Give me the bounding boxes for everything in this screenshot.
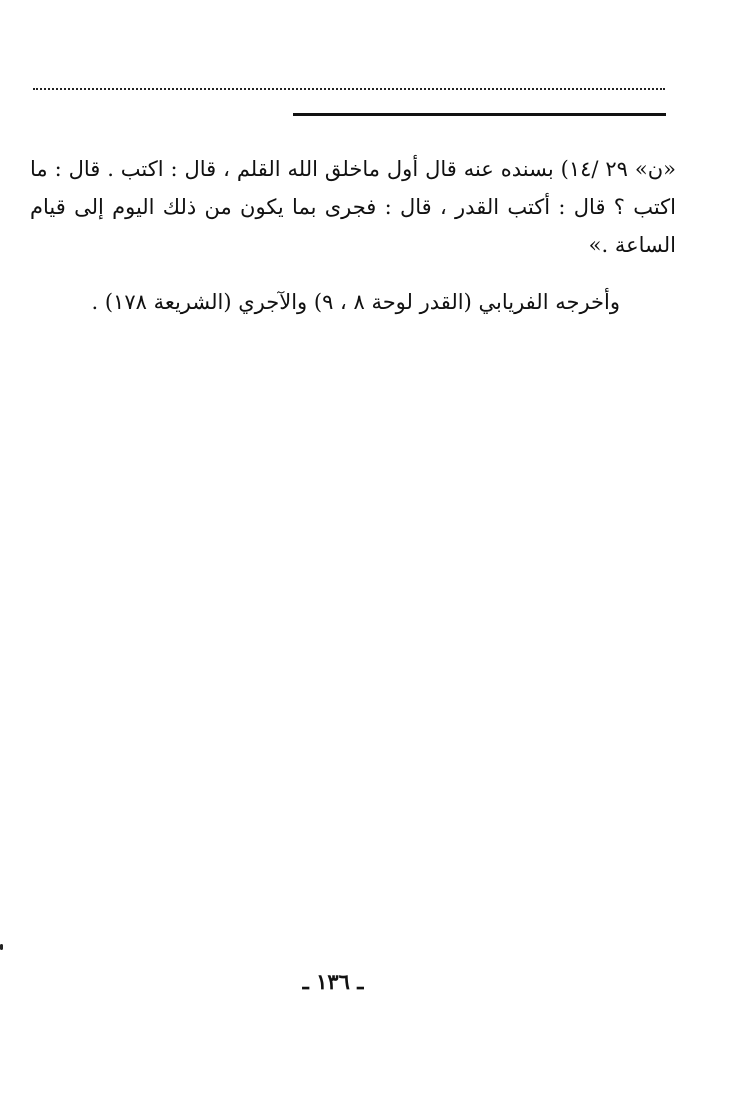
hadith-line-1: «ن» ٢٩ /١٤) بسنده عنه قال أول ماخلق الله القلم ، قال : اكتب . قال : ما (30, 157, 676, 181)
hadith-line-3: الساعة .» (588, 233, 676, 257)
hadith-line-2: اكتب ؟ قال : أكتب القدر ، قال : فجرى بما يكون من ذلك اليوم إلى قيام (30, 195, 676, 219)
solid-separator (293, 113, 666, 116)
scan-speck (0, 944, 3, 950)
dotted-separator (33, 88, 665, 90)
source-citation: وأخرجه الفريابي (القدر لوحة ٨ ، ٩) والآجري (الشريعة ١٧٨) . (91, 290, 620, 314)
page-number: ـ ١٣٦ ـ (302, 969, 364, 994)
hadith-paragraph (30, 150, 676, 264)
